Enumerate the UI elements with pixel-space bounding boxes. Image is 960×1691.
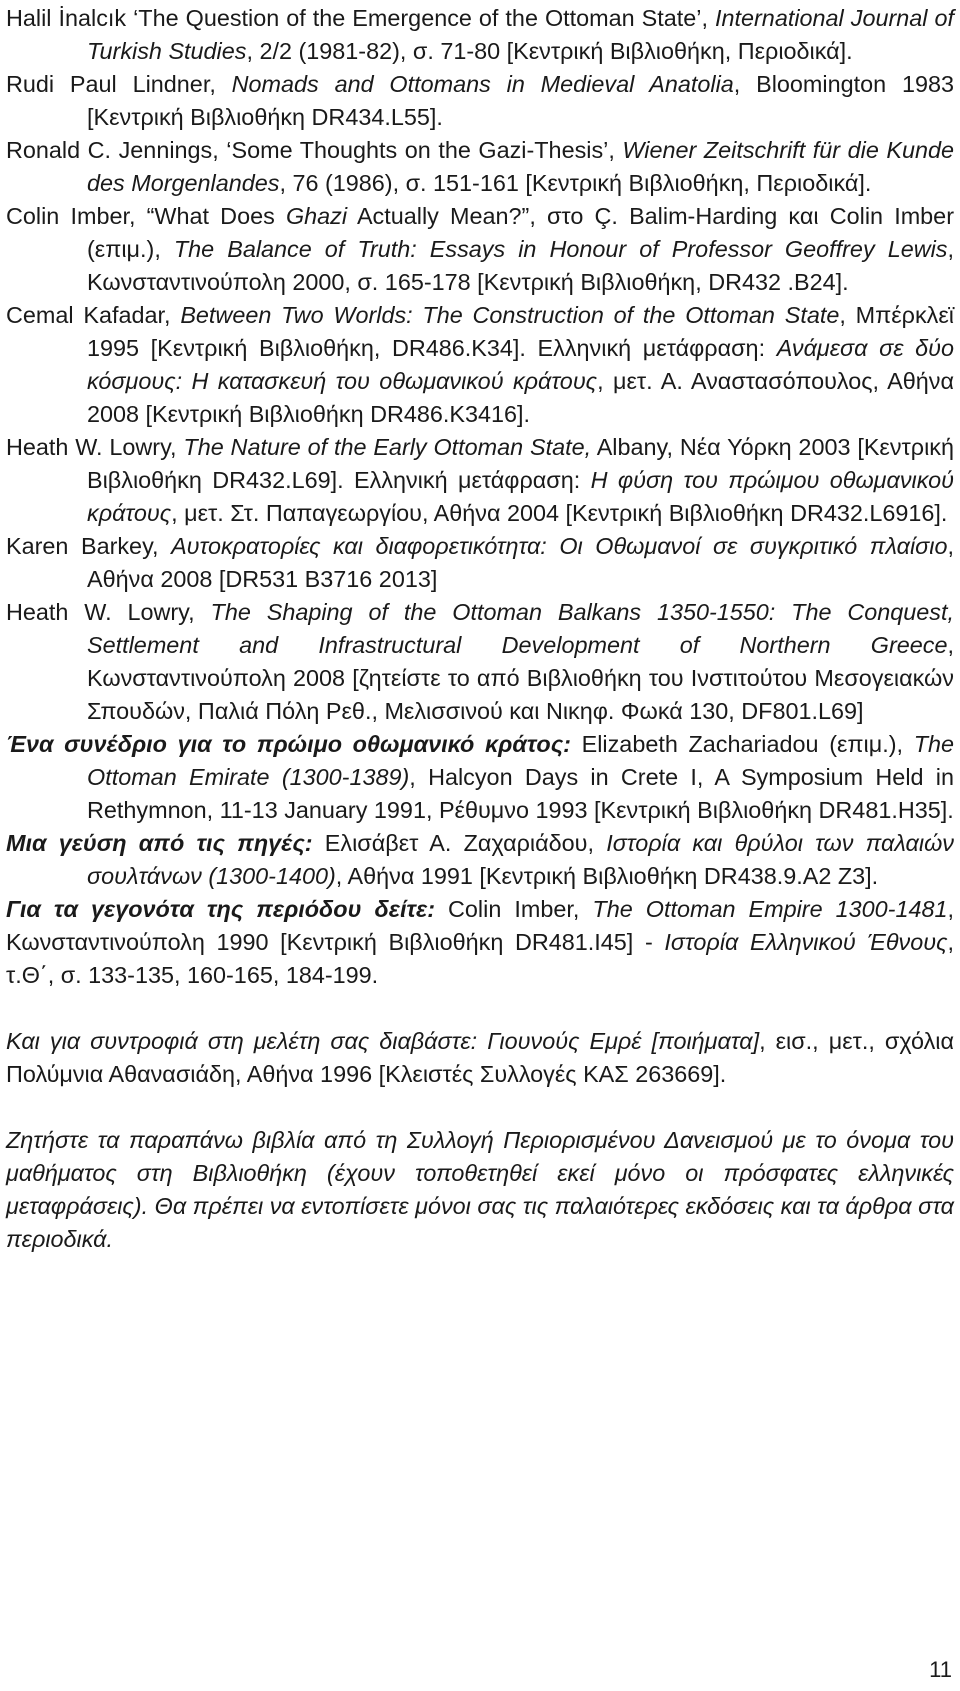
- text-run: Colin Imber,: [434, 896, 593, 922]
- text-run: Cemal Kafadar,: [6, 302, 181, 328]
- italic-text: Ιστορία και θρύλοι των παλαιών σουλτάνων (1300-1400): [87, 830, 954, 889]
- bibliography-entry: [6, 299, 954, 431]
- companion-reading-note: [6, 1025, 954, 1091]
- italic-text: The Nature of the Early Ottoman State,: [183, 434, 592, 460]
- text-run: Actually Mean?”, στο Ç. Balim-Harding και Colin Imber (επιμ.),: [87, 203, 954, 262]
- paragraph-gap: [6, 992, 954, 1025]
- bibliography-entry: [6, 827, 954, 893]
- text-run: Halil İnalcık ‘The Question of the Emergence of the Ottoman State’,: [6, 5, 715, 31]
- italic-text: Ιστορία Ελληνικού Έθνους: [664, 929, 948, 955]
- page-content: [6, 2, 954, 1256]
- text-run: , Αθήνα 1991 [Κεντρική Βιβλιοθήκη DR438.9.A2 Z3].: [335, 863, 879, 889]
- text-run: Albany, Νέα Υόρκη 2003 [Κεντρική Βιβλιοθήκη DR432.L69]. Ελληνική μετάφραση:: [87, 434, 954, 493]
- italic-text: Nomads and Ottomans in Medieval Anatolia: [231, 71, 734, 97]
- paragraph-gap: [6, 1091, 954, 1124]
- italic-text: Και για συντροφιά στη μελέτη σας διαβάστε: Γιουνούς Εμρέ [ποιήματα]: [6, 1028, 760, 1054]
- bold-italic-heading: Για τα γεγονότα της περιόδου δείτε:: [6, 896, 435, 922]
- italic-text: Η φύση του πρώιμου οθωμανικού κράτους: [87, 467, 954, 526]
- text-run: Colin Imber, “What Does: [6, 203, 286, 229]
- library-instruction-note: [6, 1124, 954, 1256]
- italic-text: Αυτοκρατορίες και διαφορετικότητα: Οι Οθωμανοί σε συγκριτικό πλαίσιο: [171, 533, 948, 559]
- bibliography-entry: [6, 200, 954, 299]
- bibliography-entry: [6, 530, 954, 596]
- bibliography-entry: [6, 68, 954, 134]
- bibliography-entry: [6, 431, 954, 530]
- text-run: Elizabeth Zachariadou (επιμ.),: [570, 731, 914, 757]
- italic-text: The Shaping of the Ottoman Balkans 1350-1550: The Conquest, Settlement and Infrastructural Development of Northern Greece: [87, 599, 955, 658]
- text-run: , Κωνσταντινούπολη 2008 [ζητείστε το από Βιβλιοθήκη του Ινστιτούτου Μεσογειακών Σπουδών, Παλιά Πόλη Ρεθ., Μελισσινού και Νικηφ. Φωκά 130, DF801.L69]: [87, 632, 954, 724]
- text-run: Ελισάβετ Α. Ζαχαριάδου,: [312, 830, 607, 856]
- text-run: , εισ., μετ., σχόλια Πολύμνια Αθανασιάδη, Αθήνα 1996 [Κλειστές Συλλογές ΚΑΣ 263669].: [6, 1028, 954, 1087]
- text-run: , τ.Θ΄, σ. 133-135, 160-165, 184-199.: [6, 929, 954, 988]
- bold-italic-heading: Μια γεύση από τις πηγές:: [6, 830, 313, 856]
- italic-text: Ζητήστε τα παραπάνω βιβλία από τη Συλλογή Περιορισμένου Δανεισμού με το όνομα του μαθήματος στη Βιβλιοθήκη (έχουν τοποθετηθεί εκεί μόνο οι πρόσφατες ελληνικές μεταφράσεις). Θα πρέπει να εντοπίσετε μόνοι σας τις παλαιότερες εκδόσεις και τα άρθρα στα περιοδικά.: [6, 1127, 954, 1252]
- text-run: Heath W. Lowry,: [6, 599, 211, 625]
- page-number: 11: [929, 1657, 952, 1682]
- text-run: , Κωνσταντινούπολη 2000, σ. 165-178 [Κεντρική Βιβλιοθήκη, DR432 .B24].: [87, 236, 954, 295]
- text-run: , μετ. Στ. Παπαγεωργίου, Αθήνα 2004 [Κεντρική Βιβλιοθήκη DR432.L6916].: [171, 500, 948, 526]
- bibliography-list: [6, 2, 954, 893]
- bibliography-entry: [6, 596, 954, 728]
- text-run: Rudi Paul Lindner,: [6, 71, 232, 97]
- italic-text: The Balance of Truth: Essays in Honour of Professor Geoffrey Lewis: [173, 236, 948, 262]
- italic-text: Between Two Worlds: The Construction of the Ottoman State: [180, 302, 840, 328]
- italic-text: The Ottoman Empire 1300-1481: [592, 896, 948, 922]
- text-run: , Μπέρκλεϊ 1995 [Κεντρική Βιβλιοθήκη, DR486.K34]. Ελληνική μετάφραση:: [87, 302, 955, 361]
- text-run: , Bloomington 1983 [Κεντρική Βιβλιοθήκη DR434.L55].: [87, 71, 954, 130]
- italic-text: The Ottoman Emirate (1300-1389): [87, 731, 954, 790]
- bibliography-entry: [6, 2, 954, 68]
- italic-text: Ghazi: [285, 203, 348, 229]
- events-note: [6, 893, 954, 992]
- bibliography-entry: [6, 728, 954, 827]
- text-run: Heath W. Lowry,: [6, 434, 184, 460]
- text-run: , 76 (1986), σ. 151-161 [Κεντρική Βιβλιοθήκη, Περιοδικά].: [279, 170, 872, 196]
- text-run: Karen Barkey,: [6, 533, 172, 559]
- text-run: , 2/2 (1981-82), σ. 71-80 [Κεντρική Βιβλιοθήκη, Περιοδικά].: [246, 38, 853, 64]
- text-run: , Κωνσταντινούπολη 1990 [Κεντρική Βιβλιοθήκη DR481.I45] -: [6, 896, 955, 955]
- bold-italic-heading: Ένα συνέδριο για το πρώιμο οθωμανικό κράτος:: [6, 731, 571, 757]
- text-run: Ronald C. Jennings, ‘Some Thoughts on the Gazi-Thesis’,: [6, 137, 623, 163]
- italic-text: Ανάμεσα σε δύο κόσμους: Η κατασκευή του οθωμανικού κράτους: [87, 335, 954, 394]
- text-run: , Halcyon Days in Crete I, A Symposium Held in Rethymnon, 11-13 January 1991, Ρέθυμνο 1993 [Κεντρική Βιβλιοθήκη DR481.H35].: [87, 764, 955, 823]
- text-run: , μετ. Α. Αναστασόπουλος, Αθήνα 2008 [Κεντρική Βιβλιοθήκη DR486.K3416].: [87, 368, 954, 427]
- bibliography-entry: [6, 134, 954, 200]
- italic-text: International Journal of Turkish Studies: [87, 5, 954, 64]
- text-run: , Αθήνα 2008 [DR531 B3716 2013]: [87, 533, 954, 592]
- italic-text: Wiener Zeitschrift für die Kunde des Morgenlandes: [87, 137, 955, 196]
